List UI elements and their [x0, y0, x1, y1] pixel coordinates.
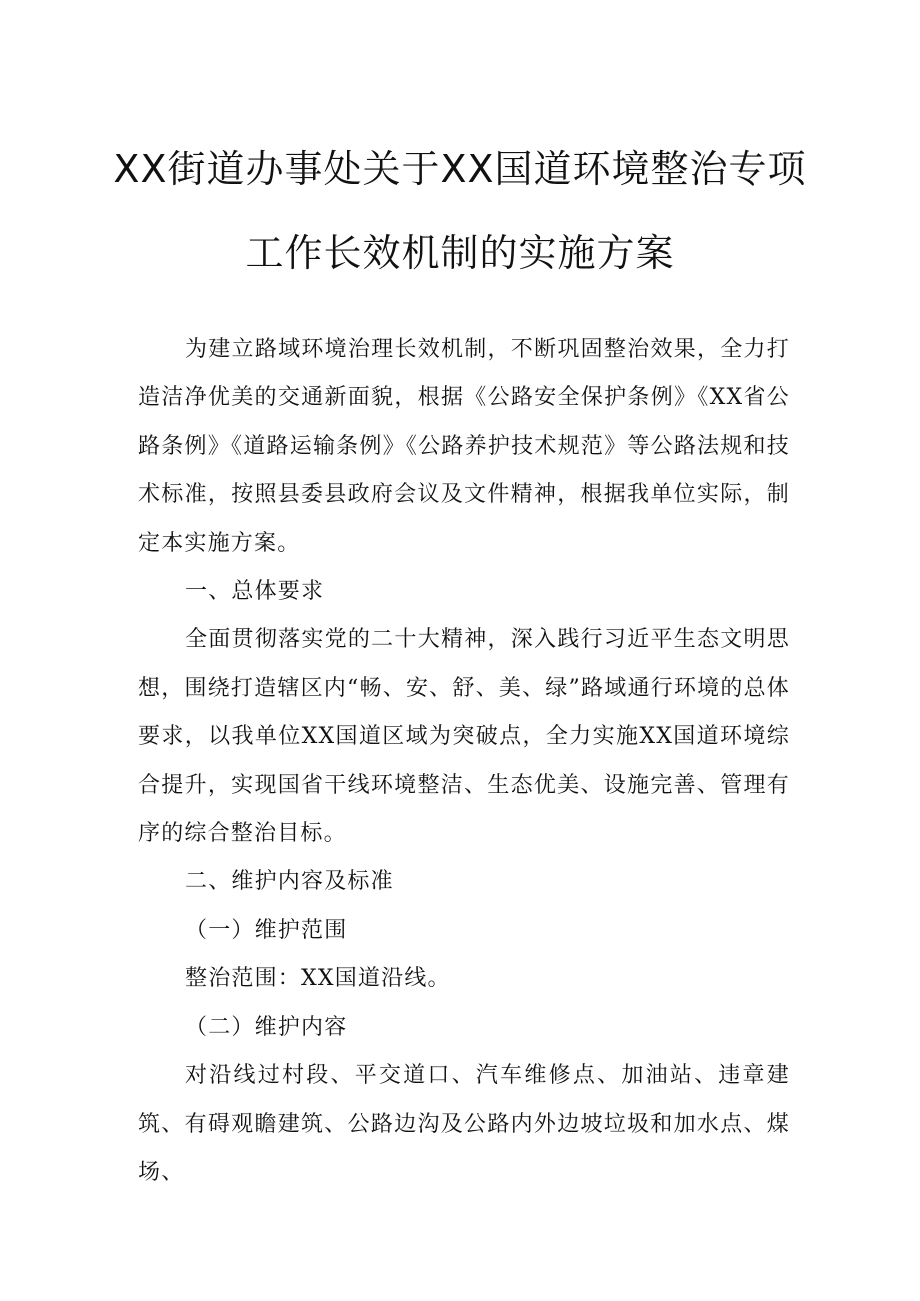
subheading-maintenance-scope: （一）维护范围 — [185, 917, 348, 943]
intro-paragraph: 为建立路域环境治理长效机制，不断巩固整治效果，全力打造洁净优美的交通新面貌，根据《公路安全保护条例》《XX省公路条例》《道路运输条例》《公路养护技术规范》等公路法规和技术标准，按照县委县政府会议及文件精神，根据我单位实际，制定本实施方案。 — [138, 337, 790, 556]
document-body — [138, 326, 790, 1197]
document-title-line-2: 工作长效机制的实施方案 — [245, 231, 675, 275]
section-heading-maintenance: 二、维护内容及标准 — [185, 869, 394, 895]
document-title-line-1: XX街道办事处关于XX国道环境整治专项 — [113, 147, 807, 191]
maintenance-content-paragraph: 对沿线过村段、平交道口、汽车维修点、加油站、违章建筑、有碍观瞻建筑、公路边沟及公路内外边坡垃圾和加水点、煤场、 — [138, 1063, 790, 1185]
maintenance-scope-text: 整治范围：XX国道沿线。 — [185, 966, 451, 992]
general-requirements-paragraph: 全面贯彻落实党的二十大精神，深入践行习近平生态文明思想，围绕打造辖区内“畅、安、舒、美、绿”路域通行环境的总体要求，以我单位XX国道区域为突破点，全力实施XX国道环境综合提升，实现国省干线环境整洁、生态优美、设施完善、管理有序的综合整治目标。 — [138, 627, 790, 847]
subheading-maintenance-content: （二）维护内容 — [185, 1014, 348, 1040]
section-heading-general-requirements: 一、总体要求 — [185, 579, 325, 605]
